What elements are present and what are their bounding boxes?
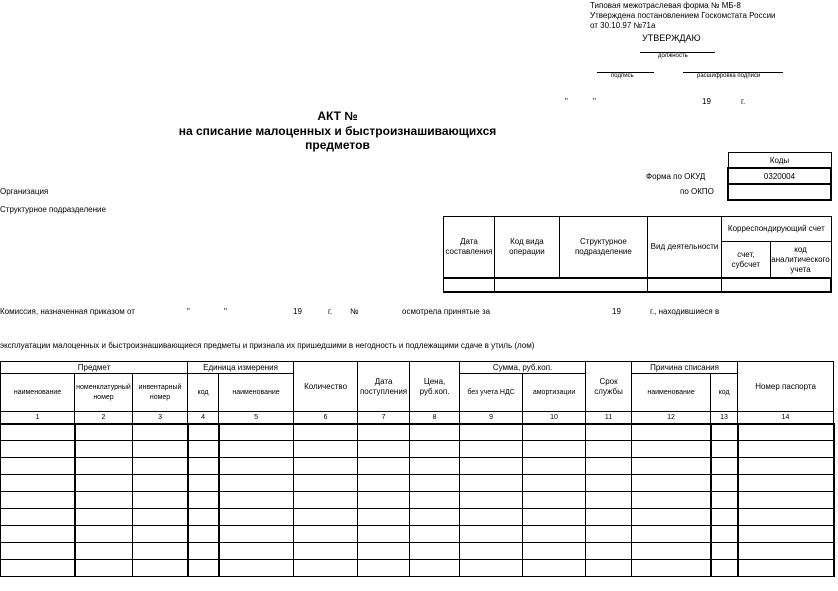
table-cell[interactable] (294, 560, 358, 577)
doc-account-cell[interactable] (722, 278, 831, 292)
table-cell[interactable] (219, 424, 294, 441)
form-date-line: от 30.10.97 №71а (590, 21, 656, 30)
col-num: 5 (219, 412, 294, 424)
table-cell[interactable] (632, 441, 711, 458)
commission-text2: осмотрела принятые за (402, 307, 491, 316)
table-row (1, 424, 834, 441)
doc-opcode-header: Код вида операции (494, 217, 559, 279)
form-approval-line: Утверждена постановлением Госкомстата России (590, 11, 776, 20)
table-cell[interactable] (632, 424, 711, 441)
date-in-header: Дата поступления (358, 362, 410, 412)
commission-year2: 19 (612, 307, 621, 316)
table-cell[interactable] (294, 543, 358, 560)
table-cell[interactable] (711, 492, 738, 509)
table-cell[interactable] (586, 458, 632, 475)
col-num: 2 (75, 412, 133, 424)
table-cell[interactable] (219, 458, 294, 475)
act-title-line1: АКТ № (317, 109, 358, 123)
doc-analytic-header: код аналитического учета (770, 242, 831, 279)
table-cell[interactable] (586, 424, 632, 441)
table-cell[interactable] (410, 526, 460, 543)
table-cell[interactable] (75, 424, 133, 441)
table-cell[interactable] (738, 424, 834, 441)
signature-caption: подпись (611, 73, 634, 79)
table-cell[interactable] (358, 560, 410, 577)
table-cell[interactable] (460, 543, 523, 560)
organization-label: Организация (0, 187, 49, 196)
table-row (1, 492, 834, 509)
doc-info-table (443, 216, 832, 293)
decoding-caption: расшифровка подписи (697, 73, 761, 79)
table-cell[interactable] (219, 441, 294, 458)
table-cell[interactable] (632, 492, 711, 509)
col-num: 1 (1, 412, 75, 424)
table-cell[interactable] (133, 560, 188, 577)
table-cell[interactable] (410, 543, 460, 560)
table-cell[interactable] (711, 543, 738, 560)
table-cell[interactable] (523, 492, 586, 509)
table-cell[interactable] (294, 492, 358, 509)
position-caption: должность (658, 53, 688, 59)
table-cell[interactable] (738, 458, 834, 475)
column-number-row (1, 412, 834, 424)
commission-no: № (350, 307, 359, 316)
term-header: Срок службы (586, 362, 632, 412)
table-cell[interactable] (711, 526, 738, 543)
table-cell[interactable] (75, 475, 133, 492)
table-cell[interactable] (410, 509, 460, 526)
table-cell[interactable] (410, 441, 460, 458)
table-cell[interactable] (133, 492, 188, 509)
table-cell[interactable] (460, 509, 523, 526)
subject-name-header: наименование (1, 374, 75, 412)
table-cell[interactable] (358, 526, 410, 543)
table-cell[interactable] (738, 526, 834, 543)
price-header: Цена, руб.коп. (410, 362, 460, 412)
doc-struct-header: Структурное подразделение (559, 217, 647, 279)
table-cell[interactable] (632, 526, 711, 543)
doc-date-header: Дата составления (444, 217, 495, 279)
table-cell[interactable] (133, 441, 188, 458)
table-cell[interactable] (294, 509, 358, 526)
table-cell[interactable] (460, 424, 523, 441)
table-cell[interactable] (133, 543, 188, 560)
table-cell[interactable] (586, 543, 632, 560)
main-table (0, 361, 835, 577)
table-cell[interactable] (75, 526, 133, 543)
codes-table (727, 152, 832, 201)
table-cell[interactable] (1, 458, 75, 475)
table-cell[interactable] (1, 492, 75, 509)
table-cell[interactable] (188, 441, 219, 458)
table-cell[interactable] (358, 475, 410, 492)
table-cell[interactable] (294, 475, 358, 492)
table-cell[interactable] (188, 509, 219, 526)
table-cell[interactable] (711, 509, 738, 526)
table-row (1, 441, 834, 458)
table-cell[interactable] (523, 526, 586, 543)
table-cell[interactable] (188, 526, 219, 543)
table-cell[interactable] (586, 475, 632, 492)
table-cell[interactable] (219, 560, 294, 577)
col-num: 4 (188, 412, 219, 424)
subject-nomen-header: номенклатурный номер (75, 374, 133, 412)
department-label: Структурное подразделение (0, 205, 106, 214)
table-cell[interactable] (460, 441, 523, 458)
table-row (1, 526, 834, 543)
table-cell[interactable] (586, 492, 632, 509)
table-cell[interactable] (1, 424, 75, 441)
table-cell[interactable] (133, 424, 188, 441)
table-cell[interactable] (133, 526, 188, 543)
table-cell[interactable] (358, 509, 410, 526)
table-row (1, 475, 834, 492)
sum-amort-header: амортизации (523, 374, 586, 412)
unit-code-header: код (188, 374, 219, 412)
okud-label: Форма по ОКУД (646, 172, 706, 181)
table-cell[interactable] (1, 560, 75, 577)
date-year: 19 (702, 97, 711, 106)
table-cell[interactable] (188, 543, 219, 560)
table-cell[interactable] (133, 509, 188, 526)
commission-text3: г., находившиеся в (650, 307, 720, 316)
col-num: 9 (460, 412, 523, 424)
table-cell[interactable] (358, 458, 410, 475)
table-row (1, 509, 834, 526)
table-cell[interactable] (75, 492, 133, 509)
table-cell[interactable] (410, 475, 460, 492)
table-cell[interactable] (188, 424, 219, 441)
table-cell[interactable] (523, 543, 586, 560)
table-cell[interactable] (1, 475, 75, 492)
col-num: 3 (133, 412, 188, 424)
reason-code-header: код (711, 374, 738, 412)
table-row (1, 543, 834, 560)
table-cell[interactable] (632, 458, 711, 475)
table-cell[interactable] (1, 509, 75, 526)
table-cell[interactable] (410, 560, 460, 577)
commission-q1: " (187, 307, 190, 316)
commission-text1: Комиссия, назначенная приказом от (0, 307, 135, 316)
table-cell[interactable] (75, 509, 133, 526)
table-cell[interactable] (358, 424, 410, 441)
table-row (1, 560, 834, 577)
table-cell[interactable] (460, 526, 523, 543)
col-num: 12 (632, 412, 711, 424)
col-num: 11 (586, 412, 632, 424)
table-cell[interactable] (523, 441, 586, 458)
act-title-line2: на списание малоценных и быстроизнашивающихся (178, 124, 497, 138)
table-cell[interactable] (219, 509, 294, 526)
table-cell[interactable] (219, 526, 294, 543)
table-cell[interactable] (523, 475, 586, 492)
table-cell[interactable] (75, 543, 133, 560)
act-title-line3: предметов (305, 138, 370, 152)
table-cell[interactable] (632, 475, 711, 492)
sum-header: Сумма, руб.коп. (460, 362, 586, 374)
commission-line2: эксплуатации малоценных и быстроизнашивающиеся предметы и признала их пришедшими в негодность и подлежащими сдаче в утиль (лом) (0, 341, 535, 350)
table-cell[interactable] (410, 492, 460, 509)
table-cell[interactable] (133, 458, 188, 475)
table-cell[interactable] (738, 509, 834, 526)
table-cell[interactable] (711, 560, 738, 577)
table-cell[interactable] (219, 492, 294, 509)
table-cell[interactable] (188, 475, 219, 492)
table-cell[interactable] (75, 441, 133, 458)
table-cell[interactable] (586, 526, 632, 543)
table-cell[interactable] (358, 543, 410, 560)
table-cell[interactable] (586, 509, 632, 526)
date-quote-close: " (593, 97, 596, 106)
doc-date-cell[interactable] (444, 278, 495, 292)
table-cell[interactable] (410, 458, 460, 475)
col-num: 8 (410, 412, 460, 424)
passport-header: Номер паспорта (738, 362, 834, 412)
table-cell[interactable] (738, 492, 834, 509)
unit-name-header: наименование (219, 374, 294, 412)
col-num: 14 (738, 412, 834, 424)
reason-header: Причина списания (632, 362, 738, 374)
col-num: 7 (358, 412, 410, 424)
table-cell[interactable] (523, 424, 586, 441)
table-row (1, 458, 834, 475)
sum-novat-header: без учета НДС (460, 374, 523, 412)
table-cell[interactable] (523, 509, 586, 526)
okpo-value[interactable] (728, 184, 831, 200)
doc-account-header: счет, субсчет (722, 242, 770, 279)
table-cell[interactable] (75, 458, 133, 475)
table-cell[interactable] (294, 424, 358, 441)
table-cell[interactable] (133, 475, 188, 492)
table-cell[interactable] (410, 424, 460, 441)
reason-name-header: наименование (632, 374, 711, 412)
table-cell[interactable] (523, 560, 586, 577)
codes-header: Коды (728, 153, 831, 169)
col-num: 6 (294, 412, 358, 424)
table-cell[interactable] (632, 560, 711, 577)
table-body (1, 424, 834, 577)
doc-opcode-cell[interactable] (494, 278, 647, 292)
unit-header: Единица измерения (188, 362, 294, 374)
table-cell[interactable] (294, 441, 358, 458)
table-cell[interactable] (460, 458, 523, 475)
okud-value: 0320004 (728, 168, 831, 184)
commission-g: г. (328, 307, 333, 316)
table-cell[interactable] (711, 458, 738, 475)
okpo-label: по ОКПО (680, 187, 714, 196)
approve-label: УТВЕРЖДАЮ (642, 33, 701, 43)
table-cell[interactable] (358, 441, 410, 458)
table-cell[interactable] (738, 560, 834, 577)
doc-activity-header: Вид деятельности (647, 217, 721, 279)
table-cell[interactable] (460, 475, 523, 492)
table-cell[interactable] (1, 441, 75, 458)
date-quote-open: " (565, 97, 568, 106)
date-g: г. (741, 97, 746, 106)
table-cell[interactable] (1, 526, 75, 543)
table-cell[interactable] (738, 441, 834, 458)
table-cell[interactable] (738, 475, 834, 492)
form-type-line: Типовая межотраслевая форма № МБ-8 (590, 1, 741, 10)
table-cell[interactable] (460, 560, 523, 577)
table-cell[interactable] (358, 492, 410, 509)
doc-activity-cell[interactable] (647, 278, 721, 292)
quantity-header: Количество (294, 362, 358, 412)
table-cell[interactable] (632, 543, 711, 560)
doc-corr-header: Корреспондирующий счет (722, 217, 831, 242)
table-cell[interactable] (188, 560, 219, 577)
table-cell[interactable] (711, 424, 738, 441)
table-cell[interactable] (188, 458, 219, 475)
table-cell[interactable] (294, 458, 358, 475)
table-cell[interactable] (738, 543, 834, 560)
table-cell[interactable] (460, 492, 523, 509)
subject-inv-header: инвентарный номер (133, 374, 188, 412)
table-cell[interactable] (586, 560, 632, 577)
table-cell[interactable] (632, 509, 711, 526)
subject-header: Предмет (1, 362, 188, 374)
table-cell[interactable] (188, 492, 219, 509)
table-cell[interactable] (219, 543, 294, 560)
commission-q2: " (224, 307, 227, 316)
col-num: 10 (523, 412, 586, 424)
table-cell[interactable] (523, 458, 586, 475)
table-cell[interactable] (1, 543, 75, 560)
commission-year: 19 (293, 307, 302, 316)
table-cell[interactable] (711, 441, 738, 458)
table-cell[interactable] (294, 526, 358, 543)
table-cell[interactable] (75, 560, 133, 577)
table-cell[interactable] (711, 475, 738, 492)
table-cell[interactable] (586, 441, 632, 458)
table-cell[interactable] (219, 475, 294, 492)
col-num: 13 (711, 412, 738, 424)
